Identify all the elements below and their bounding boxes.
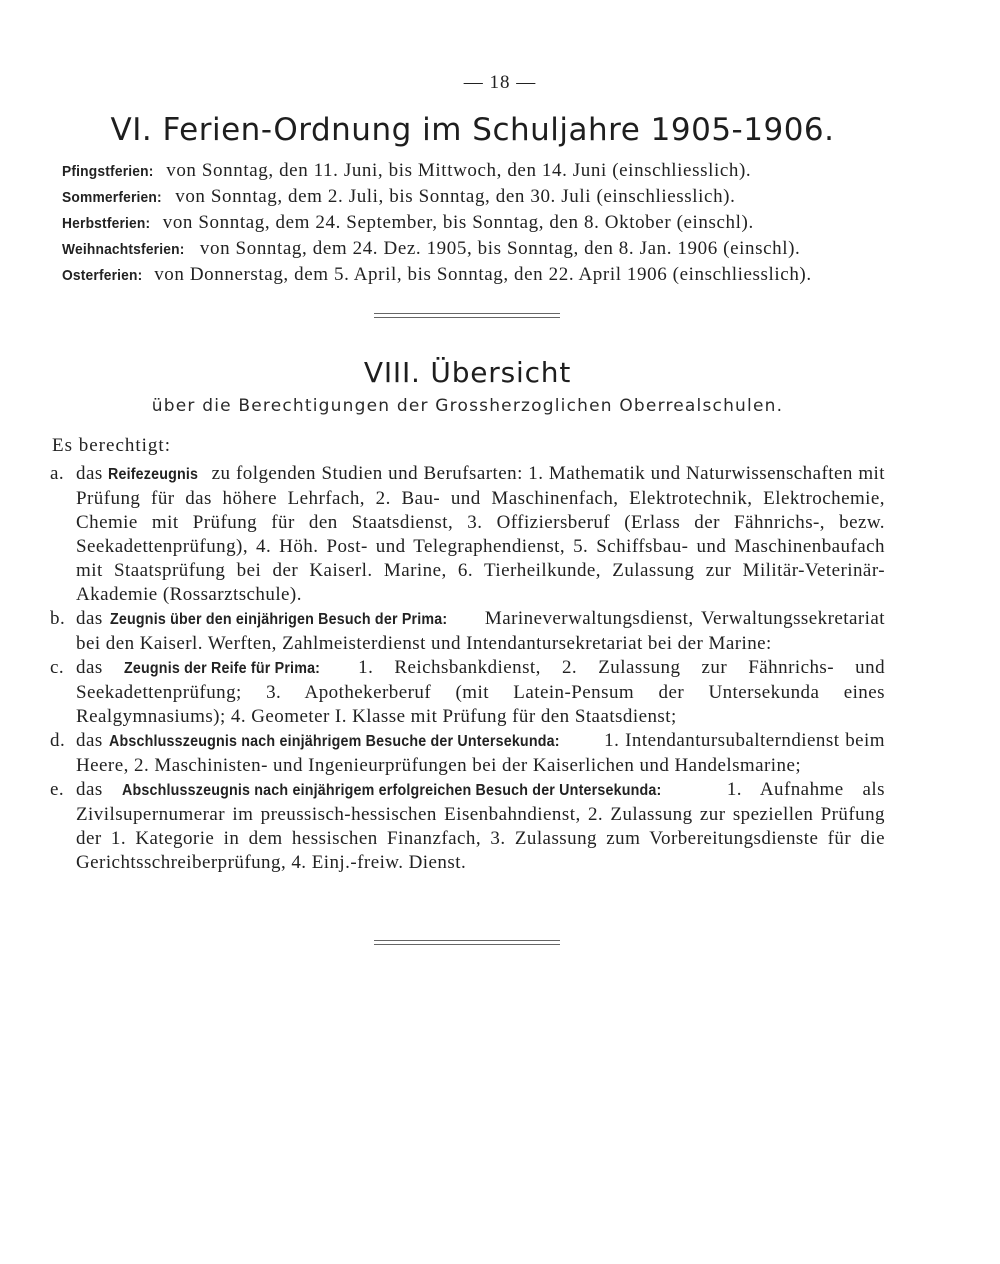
holiday-dates: von Sonntag, dem 24. Dez. 1905, bis Sonntag, den 8. Jan. 1906 (einschl). xyxy=(199,238,801,259)
item-prefix: das xyxy=(76,657,103,678)
item-text: 1. Intendantursubalterndienst beim Heere, 2. Maschinisten- und Ingenieurprüfungen bei der Kaiserlichen und Handelsmarine; xyxy=(76,730,886,776)
item-label: Zeugnis über den einjährigen Besuch der Prima: xyxy=(110,611,448,628)
item-prefix: das xyxy=(76,608,103,629)
list-item xyxy=(50,607,885,656)
section-vi-title: VI. Ferien-Ordnung im Schuljahre 1905-1906. xyxy=(110,112,835,148)
item-marker: d. xyxy=(50,730,66,751)
holiday-dates: von Sonntag, den 11. Juni, bis Mittwoch, den 14. Juni (einschliesslich). xyxy=(166,160,752,181)
holiday-entry-ostern xyxy=(62,262,962,288)
item-marker: a. xyxy=(50,463,65,484)
page-number: — 18 — xyxy=(463,72,537,93)
item-label: Abschlusszeugnis nach einjährigem Besuche der Untersekunda: xyxy=(108,733,560,750)
item-prefix: das xyxy=(76,730,103,751)
item-marker: b. xyxy=(50,608,66,629)
list-item xyxy=(50,462,885,607)
holiday-schedule xyxy=(62,158,962,288)
item-text: 1. Reichsbankdienst, 2. Zulassung zur Fähnrichs- und Seekadettenprüfung; 3. Apothekerberuf (mit Latein-Pensum der Untersekunda eines Realgymnasiums); 4. Geometer I. Klasse mit Prüfung für den Staatsdienst; xyxy=(76,657,886,727)
section-divider xyxy=(374,940,560,945)
holiday-label: Osterferien: xyxy=(62,267,143,284)
entitlement-list xyxy=(50,462,885,875)
holiday-entry-herbst xyxy=(62,210,962,236)
holiday-dates: von Sonntag, dem 2. Juli, bis Sonntag, den 30. Juli (einschliesslich). xyxy=(175,186,736,207)
holiday-entry-pfingsten xyxy=(62,158,962,184)
list-item xyxy=(50,656,885,729)
item-text: Marineverwaltungsdienst, Verwaltungssekretariat bei den Kaiserl. Werften, Zahlmeisterdienst und Intendantursekretariat bei der Marine: xyxy=(76,608,885,654)
holiday-entry-weihnachten xyxy=(62,236,962,262)
item-text: zu folgenden Studien und Berufsarten: 1. Mathematik und Naturwissenschaften mit Prüfung für das höhere Lehrfach, 2. Bau- und Maschinenfach, Elektrotechnik, Elektrochemie, Chemie mit Prüfung für den Staatsdienst, 3. Offiziersberuf (Erlass der Fähnrichs-, bezw. Seekadettenprüfung), 4. Höh. Post- und Telegraphendienst, 5. Schiffsbau- und Maschinenbaufach mit Staatsprüfung bei der Kaiserl. Marine, 6. Tierheilkunde, Zulassung zur Militär-Veterinär-Akademie (Rossarztschule). xyxy=(76,463,886,605)
holiday-label: Herbstferien: xyxy=(62,215,151,232)
holiday-label: Pfingstferien: xyxy=(62,163,154,180)
list-item xyxy=(50,729,885,778)
list-item xyxy=(50,778,885,875)
item-prefix: das xyxy=(76,463,103,484)
item-marker: e. xyxy=(50,779,65,800)
holiday-entry-sommer xyxy=(62,184,962,210)
holiday-dates: von Donnerstag, dem 5. April, bis Sonntag, den 22. April 1906 (einschliesslich). xyxy=(154,264,812,285)
item-prefix: das xyxy=(76,779,103,800)
section-viii-subtitle: über die Berechtigungen der Grossherzoglichen Oberrealschulen. xyxy=(151,396,784,416)
holiday-label: Weihnachtsferien: xyxy=(62,241,185,258)
holiday-dates: von Sonntag, dem 24. September, bis Sonntag, den 8. Oktober (einschl). xyxy=(162,212,754,233)
item-label: Zeugnis der Reife für Prima: xyxy=(123,660,320,677)
item-text: 1. Aufnahme als Zivilsupernumerar im preussisch-hessischen Eisenbahndienst, 2. Zulassung zur speziellen Prüfung der 1. Kategorie in dem hessischen Finanzfach, 3. Zulassung zum Vorbereitungsdienste für die Gerichtsschreiberprüfung, 4. Einj.-freiw. Dienst. xyxy=(76,779,885,873)
holiday-label: Sommerferien: xyxy=(62,189,162,206)
item-marker: c. xyxy=(50,657,65,678)
section-viii-title: VIII. Übersicht xyxy=(363,356,572,389)
entitlement-intro: Es berechtigt: xyxy=(52,435,171,456)
item-label: Abschlusszeugnis nach einjährigem erfolgreichen Besuch der Untersekunda: xyxy=(121,782,662,799)
section-divider xyxy=(374,313,560,318)
item-label: Reifezeugnis xyxy=(108,466,199,483)
